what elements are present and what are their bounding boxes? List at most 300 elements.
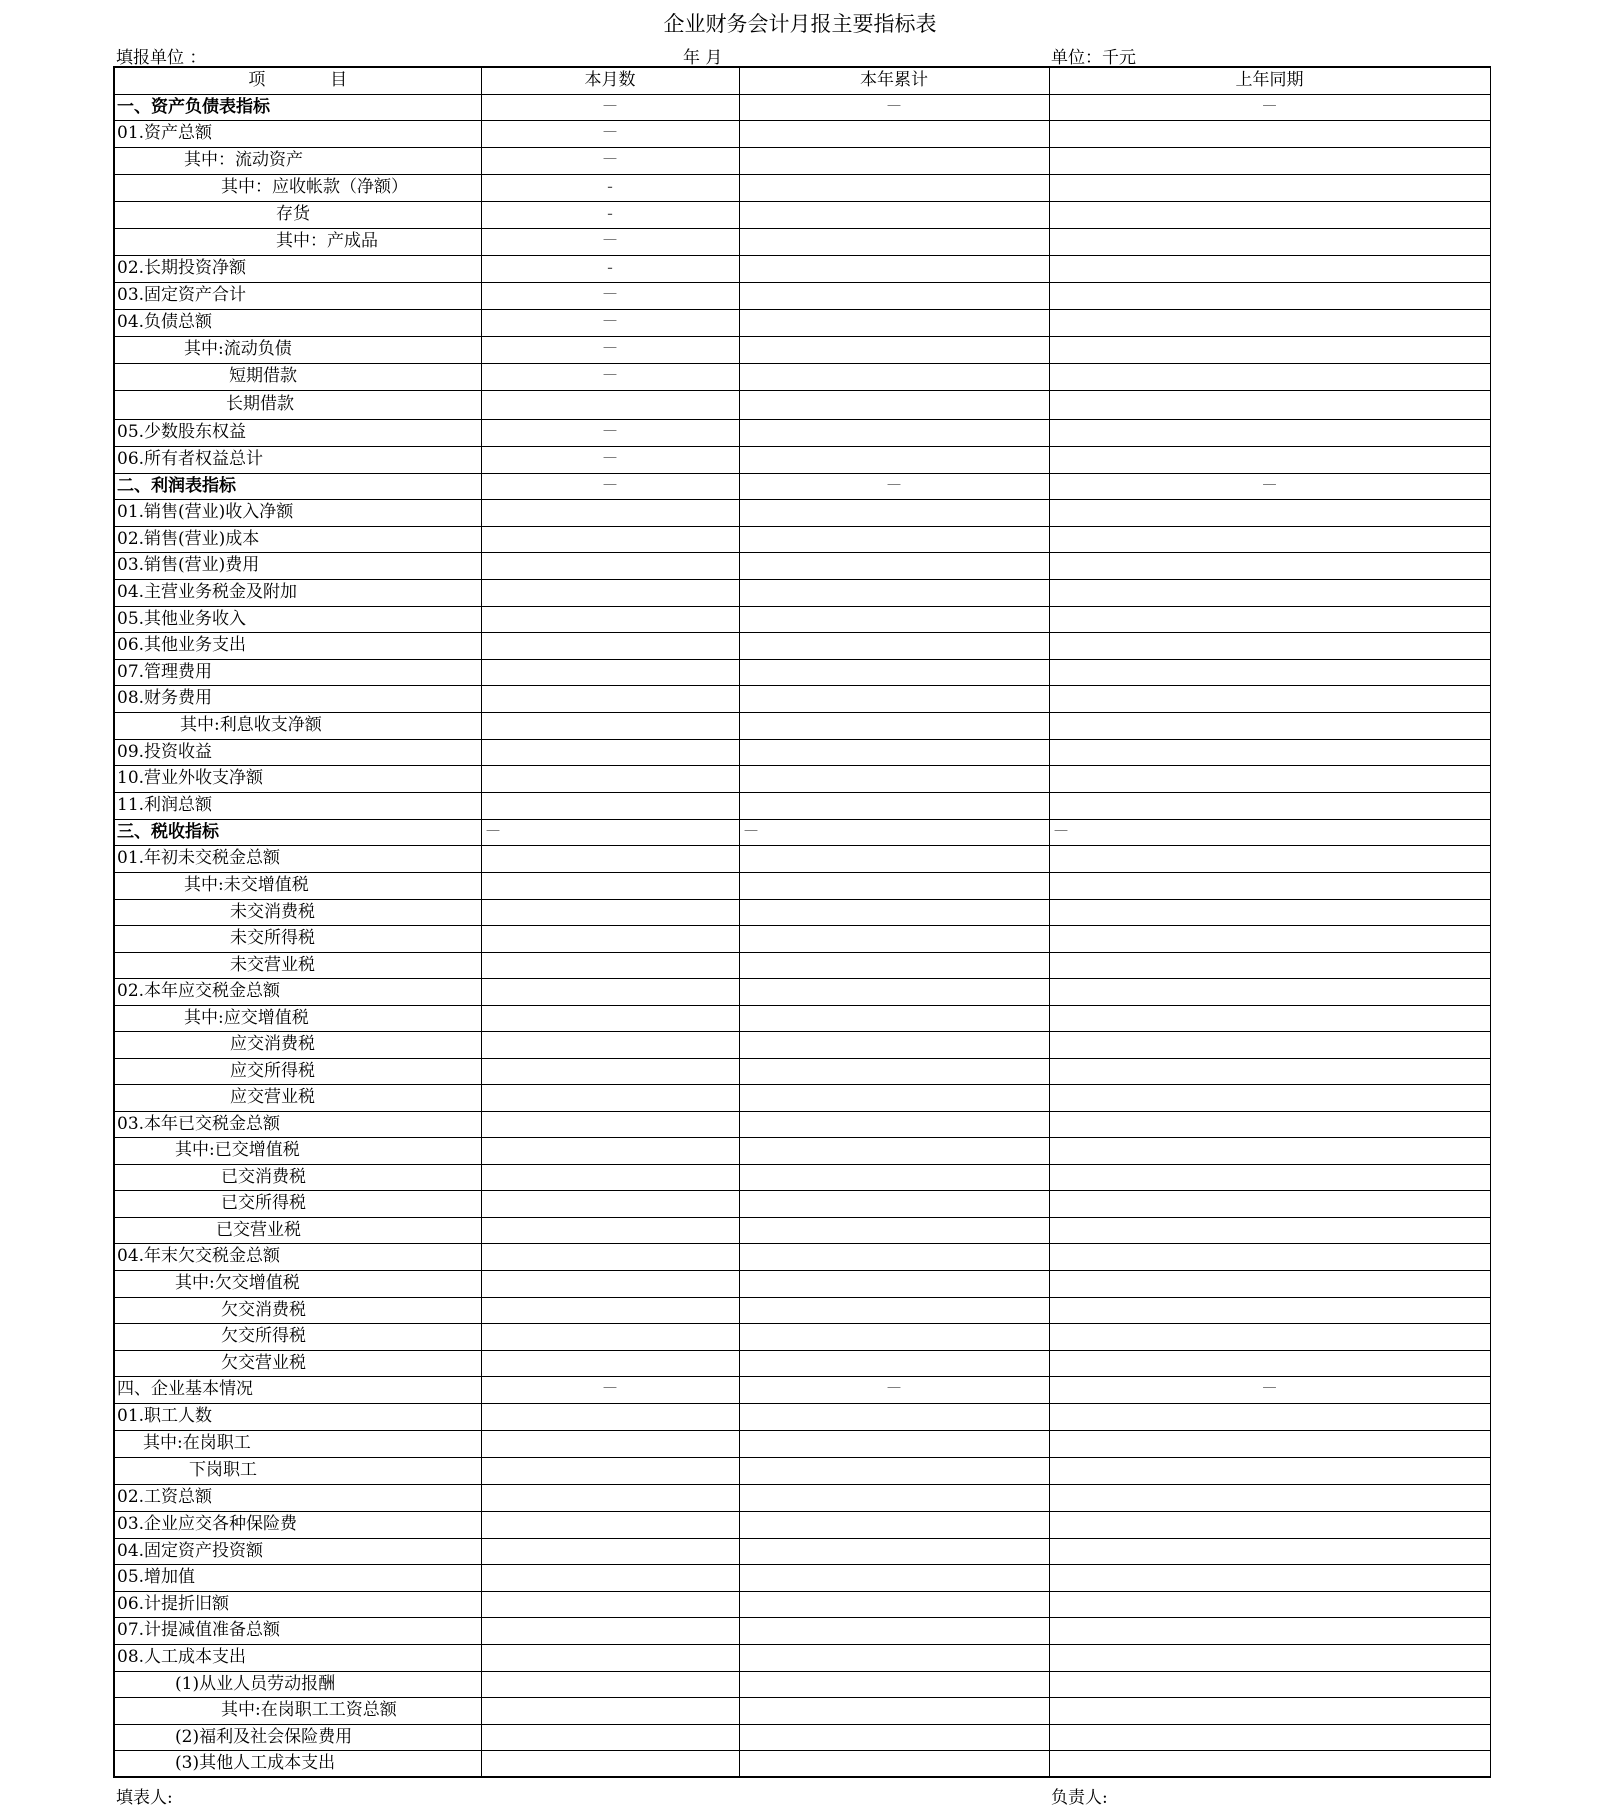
this-month-cell	[481, 1031, 739, 1058]
this-month-cell	[481, 1591, 739, 1617]
table-row	[114, 1031, 1490, 1058]
last-year-cell	[1049, 228, 1490, 255]
table-row	[114, 1591, 1490, 1617]
table-header-row	[114, 67, 1490, 94]
item-label-cell: 已交所得税	[114, 1190, 481, 1217]
year-to-date-cell	[739, 282, 1049, 309]
this-month-cell	[481, 526, 739, 552]
this-month-cell	[481, 632, 739, 659]
last-year-cell	[1049, 1084, 1490, 1111]
table-row	[114, 819, 1490, 845]
this-month-cell: －	[481, 419, 739, 446]
this-month-cell	[481, 765, 739, 792]
item-label-cell: 01.销售(营业)收入净额	[114, 499, 481, 526]
year-to-date-cell	[739, 255, 1049, 282]
period-label: 年 月	[683, 48, 723, 68]
item-label-cell: 02.本年应交税金总额	[114, 978, 481, 1005]
this-month-cell	[481, 1084, 739, 1111]
this-month-cell	[481, 1430, 739, 1457]
table-row	[114, 899, 1490, 925]
this-month-cell	[481, 978, 739, 1005]
table-row	[114, 228, 1490, 255]
this-month-cell: -	[481, 174, 739, 201]
this-month-cell	[481, 1111, 739, 1137]
year-to-date-cell	[739, 659, 1049, 685]
item-label-cell: 四、企业基本情况	[114, 1376, 481, 1403]
year-to-date-cell	[739, 1511, 1049, 1538]
header-item: 项 目	[114, 67, 481, 94]
table-row	[114, 1270, 1490, 1297]
this-month-cell	[481, 739, 739, 765]
year-to-date-cell	[739, 1457, 1049, 1484]
this-month-cell	[481, 659, 739, 685]
item-label-cell: 02.工资总额	[114, 1484, 481, 1511]
year-to-date-cell	[739, 765, 1049, 792]
last-year-cell	[1049, 552, 1490, 579]
last-year-cell	[1049, 1297, 1490, 1323]
year-to-date-cell	[739, 363, 1049, 390]
last-year-cell	[1049, 419, 1490, 446]
item-label-cell: 03.企业应交各种保险费	[114, 1511, 481, 1538]
item-label-cell: (3)其他人工成本支出	[114, 1750, 481, 1777]
year-to-date-cell	[739, 228, 1049, 255]
item-label-cell: 05.增加值	[114, 1564, 481, 1591]
this-month-cell	[481, 1243, 739, 1270]
this-month-cell	[481, 1190, 739, 1217]
last-year-cell	[1049, 390, 1490, 419]
indicator-table	[113, 66, 1491, 1778]
table-row	[114, 147, 1490, 174]
year-to-date-cell	[739, 1350, 1049, 1376]
table-row	[114, 1484, 1490, 1511]
year-to-date-cell	[739, 978, 1049, 1005]
last-year-cell	[1049, 1164, 1490, 1190]
year-to-date-cell	[739, 739, 1049, 765]
last-year-cell	[1049, 147, 1490, 174]
item-label-cell: 01.资产总额	[114, 120, 481, 147]
this-month-cell	[481, 1217, 739, 1243]
last-year-cell	[1049, 201, 1490, 228]
year-to-date-cell	[739, 446, 1049, 473]
this-month-cell	[481, 1484, 739, 1511]
table-row	[114, 659, 1490, 685]
table-row	[114, 1217, 1490, 1243]
item-label-cell: 03.固定资产合计	[114, 282, 481, 309]
table-row	[114, 1005, 1490, 1031]
item-label-cell: 其中:在岗职工工资总额	[114, 1697, 481, 1724]
item-label-cell: 07.计提减值准备总额	[114, 1617, 481, 1644]
item-label-cell: 其中:在岗职工	[114, 1430, 481, 1457]
last-year-cell	[1049, 1697, 1490, 1724]
last-year-cell	[1049, 1511, 1490, 1538]
year-to-date-cell	[739, 1190, 1049, 1217]
item-label-cell: 03.本年已交税金总额	[114, 1111, 481, 1137]
year-to-date-cell	[739, 120, 1049, 147]
item-label-cell: 应交营业税	[114, 1084, 481, 1111]
this-month-cell	[481, 1297, 739, 1323]
indicator-table-body	[114, 67, 1490, 1777]
year-to-date-cell	[739, 579, 1049, 606]
year-to-date-cell	[739, 899, 1049, 925]
year-to-date-cell	[739, 419, 1049, 446]
this-month-cell	[481, 1724, 739, 1750]
this-month-cell: －	[481, 1376, 739, 1403]
year-to-date-cell	[739, 1697, 1049, 1724]
this-month-cell	[481, 1323, 739, 1350]
last-year-cell	[1049, 255, 1490, 282]
last-year-cell	[1049, 1058, 1490, 1084]
table-row	[114, 1111, 1490, 1137]
table-row	[114, 552, 1490, 579]
last-year-cell: －	[1049, 94, 1490, 120]
this-month-cell: －	[481, 147, 739, 174]
table-row	[114, 872, 1490, 899]
year-to-date-cell	[739, 1111, 1049, 1137]
this-month-cell: －	[481, 446, 739, 473]
this-month-cell	[481, 1538, 739, 1564]
table-row	[114, 1750, 1490, 1777]
last-year-cell	[1049, 1137, 1490, 1164]
table-row	[114, 1538, 1490, 1564]
last-year-cell	[1049, 1724, 1490, 1750]
table-row	[114, 309, 1490, 336]
year-to-date-cell	[739, 1005, 1049, 1031]
table-row	[114, 1297, 1490, 1323]
item-label-cell: 11.利润总额	[114, 792, 481, 819]
table-row	[114, 201, 1490, 228]
item-label-cell: 欠交所得税	[114, 1323, 481, 1350]
year-to-date-cell	[739, 1644, 1049, 1671]
table-row	[114, 473, 1490, 499]
table-row	[114, 1350, 1490, 1376]
last-year-cell	[1049, 712, 1490, 739]
last-year-cell: －	[1049, 819, 1490, 845]
year-to-date-cell	[739, 1671, 1049, 1697]
item-label-cell: 其中:已交增值税	[114, 1137, 481, 1164]
year-to-date-cell: －	[739, 819, 1049, 845]
last-year-cell	[1049, 1430, 1490, 1457]
this-month-cell	[481, 1058, 739, 1084]
item-label-cell: 二、利润表指标	[114, 473, 481, 499]
item-label-cell: 三、税收指标	[114, 819, 481, 845]
this-month-cell	[481, 1403, 739, 1430]
table-row	[114, 1671, 1490, 1697]
item-label-cell: 未交消费税	[114, 899, 481, 925]
this-month-cell	[481, 845, 739, 872]
item-label-cell: 其中:利息收支净额	[114, 712, 481, 739]
last-year-cell	[1049, 1591, 1490, 1617]
year-to-date-cell	[739, 1270, 1049, 1297]
last-year-cell	[1049, 845, 1490, 872]
last-year-cell	[1049, 309, 1490, 336]
item-label-cell: 08.财务费用	[114, 685, 481, 712]
table-row	[114, 526, 1490, 552]
this-month-cell: -	[481, 201, 739, 228]
table-row	[114, 499, 1490, 526]
last-year-cell	[1049, 659, 1490, 685]
this-month-cell: －	[481, 120, 739, 147]
year-to-date-cell	[739, 1430, 1049, 1457]
this-month-cell	[481, 1457, 739, 1484]
year-to-date-cell	[739, 1297, 1049, 1323]
this-month-cell	[481, 792, 739, 819]
last-year-cell	[1049, 1484, 1490, 1511]
item-label-cell: 04.年末欠交税金总额	[114, 1243, 481, 1270]
year-to-date-cell	[739, 1137, 1049, 1164]
year-to-date-cell	[739, 526, 1049, 552]
this-month-cell: －	[481, 282, 739, 309]
table-row	[114, 1644, 1490, 1671]
table-row	[114, 952, 1490, 978]
last-year-cell	[1049, 282, 1490, 309]
this-month-cell: －	[481, 473, 739, 499]
table-row	[114, 282, 1490, 309]
table-row	[114, 925, 1490, 952]
item-label-cell: 下岗职工	[114, 1457, 481, 1484]
last-year-cell	[1049, 1323, 1490, 1350]
item-label-cell: 06.所有者权益总计	[114, 446, 481, 473]
last-year-cell	[1049, 499, 1490, 526]
this-month-cell	[481, 552, 739, 579]
last-year-cell	[1049, 606, 1490, 632]
year-to-date-cell	[739, 712, 1049, 739]
year-to-date-cell	[739, 1058, 1049, 1084]
item-label-cell: 其中：应收帐款（净额）	[114, 174, 481, 201]
year-to-date-cell	[739, 552, 1049, 579]
this-month-cell: －	[481, 309, 739, 336]
table-row	[114, 1724, 1490, 1750]
this-month-cell: －	[481, 228, 739, 255]
item-label-cell: 未交所得税	[114, 925, 481, 952]
last-year-cell	[1049, 526, 1490, 552]
year-to-date-cell: －	[739, 94, 1049, 120]
year-to-date-cell	[739, 147, 1049, 174]
table-row	[114, 94, 1490, 120]
report-title: 企业财务会计月报主要指标表	[663, 12, 937, 36]
this-month-cell	[481, 872, 739, 899]
last-year-cell	[1049, 1217, 1490, 1243]
this-month-cell	[481, 1564, 739, 1591]
table-row	[114, 1511, 1490, 1538]
last-year-cell	[1049, 899, 1490, 925]
year-to-date-cell	[739, 1484, 1049, 1511]
this-month-cell	[481, 499, 739, 526]
table-row	[114, 390, 1490, 419]
last-year-cell	[1049, 1644, 1490, 1671]
item-label-cell: 10.营业外收支净额	[114, 765, 481, 792]
item-label-cell: 01.职工人数	[114, 1403, 481, 1430]
this-month-cell	[481, 1697, 739, 1724]
item-label-cell: 其中：流动资产	[114, 147, 481, 174]
this-month-cell	[481, 1511, 739, 1538]
this-month-cell	[481, 606, 739, 632]
last-year-cell	[1049, 978, 1490, 1005]
item-label-cell: 应交所得税	[114, 1058, 481, 1084]
last-year-cell	[1049, 446, 1490, 473]
table-row	[114, 1323, 1490, 1350]
this-month-cell	[481, 1350, 739, 1376]
item-label-cell: 02.长期投资净额	[114, 255, 481, 282]
reporting-unit-label: 填报单位 ：	[116, 48, 207, 68]
table-row	[114, 1430, 1490, 1457]
year-to-date-cell	[739, 1323, 1049, 1350]
table-row	[114, 845, 1490, 872]
this-month-cell	[481, 579, 739, 606]
last-year-cell	[1049, 1270, 1490, 1297]
table-row	[114, 336, 1490, 363]
this-month-cell: －	[481, 363, 739, 390]
table-row	[114, 1376, 1490, 1403]
year-to-date-cell	[739, 1084, 1049, 1111]
table-row	[114, 1084, 1490, 1111]
last-year-cell	[1049, 1750, 1490, 1777]
item-label-cell: 其中：产成品	[114, 228, 481, 255]
year-to-date-cell	[739, 845, 1049, 872]
item-label-cell: 已交消费税	[114, 1164, 481, 1190]
year-to-date-cell	[739, 309, 1049, 336]
this-month-cell	[481, 1671, 739, 1697]
year-to-date-cell	[739, 872, 1049, 899]
table-row	[114, 363, 1490, 390]
table-row	[114, 419, 1490, 446]
header-last-year-same-period: 上年同期	[1049, 67, 1490, 94]
table-row	[114, 1243, 1490, 1270]
this-month-cell	[481, 1164, 739, 1190]
item-label-cell: 07.管理费用	[114, 659, 481, 685]
year-to-date-cell	[739, 685, 1049, 712]
table-row	[114, 712, 1490, 739]
this-month-cell: －	[481, 94, 739, 120]
last-year-cell	[1049, 765, 1490, 792]
table-row	[114, 1564, 1490, 1591]
this-month-cell	[481, 1270, 739, 1297]
year-to-date-cell	[739, 1403, 1049, 1430]
item-label-cell: (2)福利及社会保险费用	[114, 1724, 481, 1750]
last-year-cell	[1049, 1671, 1490, 1697]
item-label-cell: 短期借款	[114, 363, 481, 390]
item-label-cell: 09.投资收益	[114, 739, 481, 765]
table-row	[114, 632, 1490, 659]
last-year-cell	[1049, 792, 1490, 819]
last-year-cell	[1049, 174, 1490, 201]
year-to-date-cell	[739, 499, 1049, 526]
this-month-cell	[481, 1005, 739, 1031]
last-year-cell	[1049, 872, 1490, 899]
item-label-cell: 其中:未交增值税	[114, 872, 481, 899]
year-to-date-cell	[739, 1243, 1049, 1270]
item-label-cell: 其中:欠交增值税	[114, 1270, 481, 1297]
last-year-cell	[1049, 632, 1490, 659]
item-label-cell: 06.计提折旧额	[114, 1591, 481, 1617]
item-label-cell: 其中:应交增值税	[114, 1005, 481, 1031]
header-this-month: 本月数	[481, 67, 739, 94]
last-year-cell	[1049, 1190, 1490, 1217]
year-to-date-cell	[739, 390, 1049, 419]
item-label-cell: (1)从业人员劳动报酬	[114, 1671, 481, 1697]
year-to-date-cell	[739, 1031, 1049, 1058]
item-label-cell: 长期借款	[114, 390, 481, 419]
item-label-cell: 欠交消费税	[114, 1297, 481, 1323]
table-row	[114, 606, 1490, 632]
item-label-cell: 05.少数股东权益	[114, 419, 481, 446]
this-month-cell: -	[481, 255, 739, 282]
last-year-cell	[1049, 1457, 1490, 1484]
this-month-cell	[481, 925, 739, 952]
item-label-cell: 04.负债总额	[114, 309, 481, 336]
item-label-cell: 存货	[114, 201, 481, 228]
year-to-date-cell	[739, 201, 1049, 228]
this-month-cell	[481, 1750, 739, 1777]
table-row	[114, 1403, 1490, 1430]
item-label-cell: 未交营业税	[114, 952, 481, 978]
header-year-to-date: 本年累计	[739, 67, 1049, 94]
this-month-cell	[481, 685, 739, 712]
table-row	[114, 1617, 1490, 1644]
item-label-cell: 04.主营业务税金及附加	[114, 579, 481, 606]
year-to-date-cell	[739, 1217, 1049, 1243]
item-label-cell: 已交营业税	[114, 1217, 481, 1243]
table-row	[114, 255, 1490, 282]
year-to-date-cell	[739, 174, 1049, 201]
year-to-date-cell	[739, 1724, 1049, 1750]
last-year-cell	[1049, 739, 1490, 765]
last-year-cell	[1049, 363, 1490, 390]
item-label-cell: 02.销售(营业)成本	[114, 526, 481, 552]
year-to-date-cell	[739, 925, 1049, 952]
last-year-cell	[1049, 1564, 1490, 1591]
table-row	[114, 1697, 1490, 1724]
this-month-cell	[481, 899, 739, 925]
year-to-date-cell	[739, 1617, 1049, 1644]
table-row	[114, 1164, 1490, 1190]
table-row	[114, 120, 1490, 147]
this-month-cell: －	[481, 819, 739, 845]
last-year-cell: －	[1049, 473, 1490, 499]
this-month-cell	[481, 1644, 739, 1671]
last-year-cell	[1049, 1617, 1490, 1644]
table-row	[114, 1457, 1490, 1484]
item-label-cell: 欠交营业税	[114, 1350, 481, 1376]
item-label-cell: 03.销售(营业)费用	[114, 552, 481, 579]
this-month-cell	[481, 390, 739, 419]
last-year-cell	[1049, 925, 1490, 952]
item-label-cell: 应交消费税	[114, 1031, 481, 1058]
last-year-cell	[1049, 1111, 1490, 1137]
year-to-date-cell	[739, 1164, 1049, 1190]
table-row	[114, 1190, 1490, 1217]
year-to-date-cell	[739, 1750, 1049, 1777]
last-year-cell	[1049, 952, 1490, 978]
item-label-cell: 一、资产负债表指标	[114, 94, 481, 120]
year-to-date-cell	[739, 952, 1049, 978]
year-to-date-cell	[739, 606, 1049, 632]
item-label-cell: 05.其他业务收入	[114, 606, 481, 632]
year-to-date-cell	[739, 792, 1049, 819]
table-row	[114, 685, 1490, 712]
year-to-date-cell	[739, 632, 1049, 659]
this-month-cell	[481, 952, 739, 978]
filler-label: 填表人:	[116, 1788, 173, 1808]
last-year-cell	[1049, 685, 1490, 712]
last-year-cell	[1049, 1538, 1490, 1564]
item-label-cell: 06.其他业务支出	[114, 632, 481, 659]
year-to-date-cell	[739, 336, 1049, 363]
year-to-date-cell	[739, 1564, 1049, 1591]
last-year-cell	[1049, 579, 1490, 606]
last-year-cell	[1049, 1350, 1490, 1376]
item-label-cell: 08.人工成本支出	[114, 1644, 481, 1671]
currency-unit-label: 单位：千元	[1051, 48, 1136, 68]
